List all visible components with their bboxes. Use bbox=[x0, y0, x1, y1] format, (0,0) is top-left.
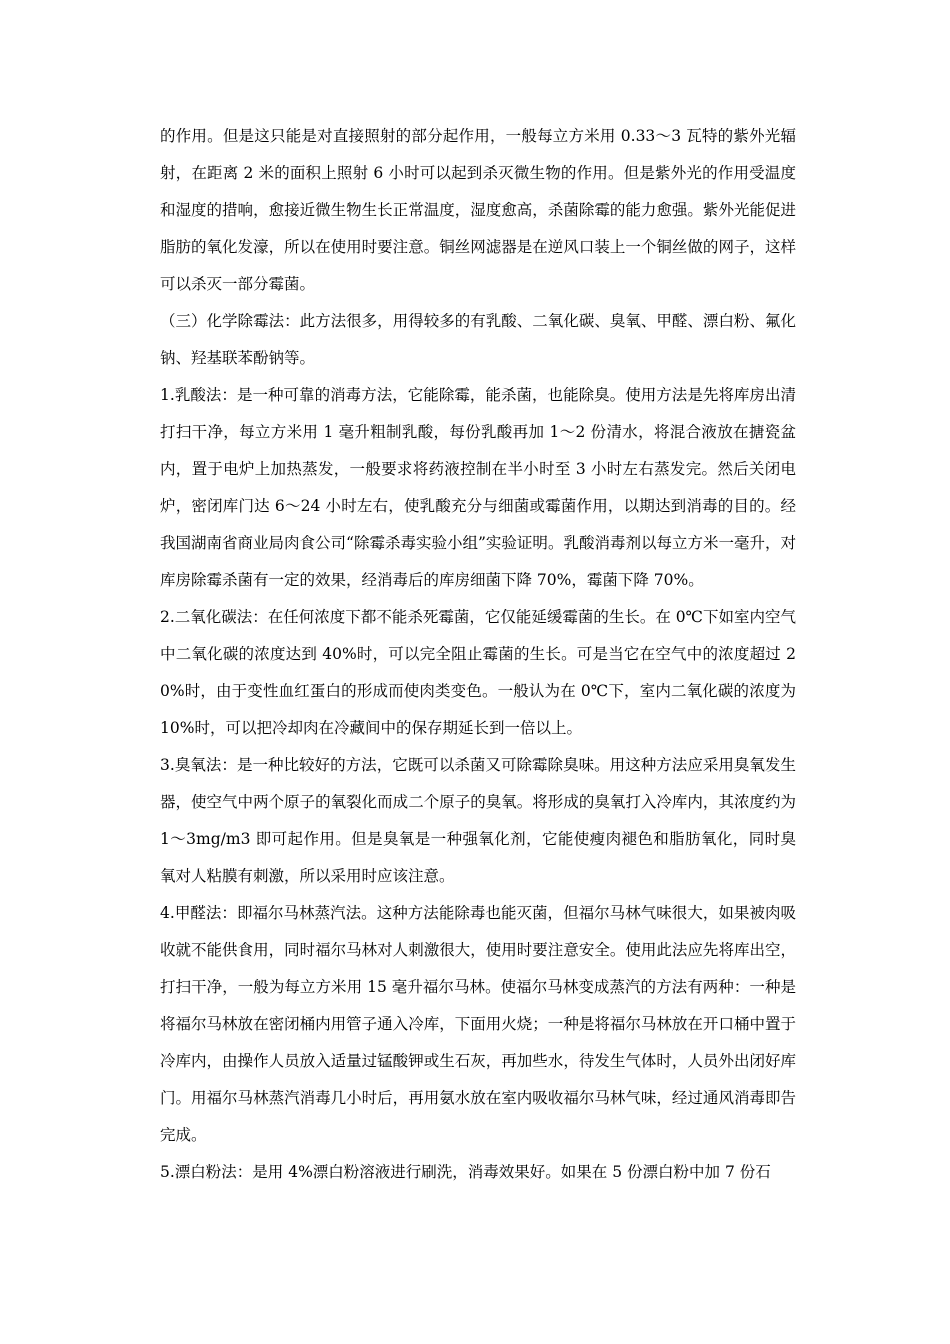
paragraph-ozone: 3.臭氧法：是一种比较好的方法，它既可以杀菌又可除霉除臭味。用这种方法应采用臭氧发生器，使空气中两个原子的氧裂化而成二个原子的臭氧。将形成的臭氧打入冷库内，其浓度约为 1～3mg/m3 即可起作用。但是臭氧是一种强氧化剂，它能使瘦肉褪色和脂肪氧化，同时臭氧对人粘膜有刺激，所以采用时应该注意。 bbox=[160, 756, 796, 885]
paragraph-bleach: 5.漂白粉法：是用 4%漂白粉溶液进行刷洗，消毒效果好。如果在 5 份漂白粉中加 7 份石 bbox=[160, 1163, 771, 1181]
paragraph-chemical-methods: （三）化学除霉法：此方法很多，用得较多的有乳酸、二氧化碳、臭氧、甲醛、漂白粉、氟化钠、羟基联苯酚钠等。 bbox=[160, 312, 796, 367]
paragraph-formaldehyde: 4.甲醛法：即福尔马林蒸汽法。这种方法能除毒也能灭菌，但福尔马林气味很大，如果被肉吸收就不能供食用，同时福尔马林对人刺激很大，使用时要注意安全。使用此法应先将库出空，打扫干净，一般为每立方米用 15 毫升福尔马林。使福尔马林变成蒸汽的方法有两种：一种是将福尔马林放在密闭桶内用管子通入冷库，下面用火烧；一种是将福尔马林放在开口桶中置于冷库内，由操作人员放入适量过锰酸钾或生石灰，再加些水，待发生气体时，人员外出闭好库门。用福尔马林蒸汽消毒几小时后，再用氨水放在室内吸收福尔马林气味，经过通风消毒即告完成。 bbox=[160, 904, 796, 1144]
paragraph-carbon-dioxide: 2.二氧化碳法：在任何浓度下都不能杀死霉菌，它仅能延缓霉菌的生长。在 0℃下如室内空气中二氧化碳的浓度达到 40%时，可以完全阻止霉菌的生长。可是当它在空气中的浓度超过 20%时，由于变性血红蛋白的形成而使肉类变色。一般认为在 0℃下，室内二氧化碳的浓度为 10%时，可以把冷却肉在冷藏间中的保存期延长到一倍以上。 bbox=[160, 608, 796, 737]
paragraph-lactic-acid: 1.乳酸法：是一种可靠的消毒方法，它能除霉，能杀菌，也能除臭。使用方法是先将库房出清打扫干净，每立方米用 1 毫升粗制乳酸，每份乳酸再加 1～2 份清水，将混合液放在搪瓷盆内，置于电炉上加热蒸发，一般要求将药液控制在半小时至 3 小时左右蒸发完。然后关闭电炉，密闭库门达 6～24 小时左右，使乳酸充分与细菌或霉菌作用，以期达到消毒的目的。经我国湖南省商业局肉食公司“除霉杀毒实验小组”实验证明。乳酸消毒剂以每立方米一毫升，对库房除霉杀菌有一定的效果，经消毒后的库房细菌下降 70%，霉菌下降 70%。 bbox=[160, 386, 796, 589]
document-body bbox=[160, 118, 796, 1191]
paragraph-uv-light: 的作用。但是这只能是对直接照射的部分起作用，一般每立方米用 0.33～3 瓦特的紫外光辐射，在距离 2 米的面积上照射 6 小时可以起到杀灭微生物的作用。但是紫外光的作用受温度和湿度的措响，愈接近微生物生长正常温度，湿度愈高，杀菌除霉的能力愈强。紫外光能促进脂肪的氧化发濠，所以在使用时要注意。铜丝网滤器是在逆风口装上一个铜丝做的网子，这样可以杀灭一部分霉菌。 bbox=[160, 127, 796, 293]
